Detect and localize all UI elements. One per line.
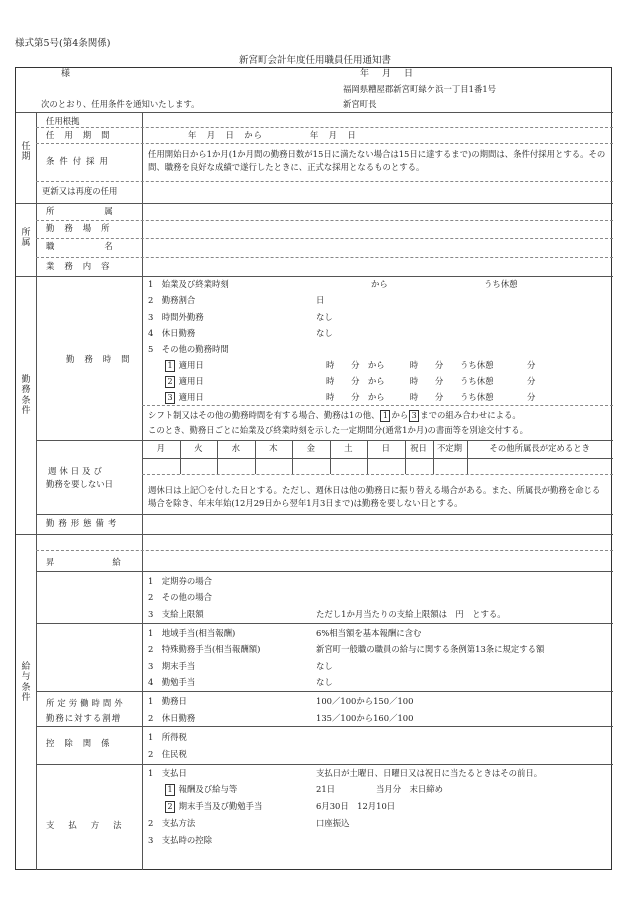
commute-item-1: 1 定期券の場合 bbox=[148, 576, 212, 586]
label-period: 任用期間 bbox=[46, 130, 120, 140]
divider bbox=[36, 726, 613, 727]
form-frame bbox=[15, 67, 612, 870]
deduction-item-2: 2 住民税 bbox=[148, 749, 187, 759]
divider bbox=[36, 440, 613, 441]
period-value: 年 月 日 から 年 月 日 bbox=[188, 130, 357, 140]
holiday-note: 週休日は上記〇を付した日とする。ただし、週休日は他の勤務日に振り替える場合がある。また、所属長が勤務を命じる場合を除き、年末年始(12月29日から翌年1月3日まで)は勤務を要しない日とする。 bbox=[148, 485, 601, 509]
label-promotion: 昇給 bbox=[46, 557, 179, 567]
weekday-cell: 不定期 bbox=[436, 443, 463, 453]
hours-item-2: 2 勤務割合 bbox=[148, 295, 196, 305]
divider bbox=[405, 440, 406, 474]
divider bbox=[16, 112, 613, 113]
section-affiliation: 所属 bbox=[21, 228, 31, 249]
weekday-cell: 日 bbox=[381, 443, 390, 453]
label-overtime-2: 勤務に対する割増 bbox=[46, 713, 121, 723]
payment-row-label: 期末手当及び勤勉手当 bbox=[178, 801, 263, 811]
section-term: 任期 bbox=[21, 142, 31, 163]
label-deductions: 控除関係 bbox=[46, 738, 120, 748]
divider bbox=[367, 440, 368, 474]
overtime-1-value: 100／100から150／100 bbox=[316, 696, 414, 706]
shift-number-box: 3 bbox=[409, 410, 419, 422]
divider bbox=[36, 571, 613, 572]
mayor-title: 新宮町長 bbox=[343, 99, 377, 109]
recipient-honorific: 様 bbox=[61, 69, 71, 79]
apply-day-label: 適用日 bbox=[178, 360, 204, 370]
payment-number-box: 2 bbox=[165, 801, 175, 813]
shift-number-box: 2 bbox=[165, 376, 175, 388]
label-renewal: 更新又は再度の任用 bbox=[42, 186, 118, 196]
shift-row bbox=[164, 376, 204, 388]
divider bbox=[36, 238, 613, 239]
section-salary-conditions: 給与条件 bbox=[21, 662, 31, 704]
deduction-item-1: 1 所得税 bbox=[148, 732, 187, 742]
hours-from: から bbox=[371, 279, 388, 289]
weekday-cell: 火 bbox=[194, 443, 203, 453]
divider bbox=[330, 440, 331, 474]
payment-a-note: 当月分 末日締め bbox=[376, 784, 443, 794]
shift-note-2: このとき、勤務日ごとに始業及び終業時刻を示した一定期間分(通常1か月)の書面等を別途交付する。 bbox=[148, 425, 529, 435]
label-hours: 勤務時間 bbox=[66, 354, 140, 364]
payment-item-3: 3 支払時の控除 bbox=[148, 835, 212, 845]
payment-row bbox=[164, 801, 262, 813]
apply-day-label: 適用日 bbox=[178, 376, 204, 386]
notice-text: 次のとおり、任用条件を通知いたします。 bbox=[41, 99, 200, 109]
label-work: 業務内容 bbox=[46, 261, 120, 271]
form-number: 様式第5号(第4条関係) bbox=[15, 38, 111, 49]
divider bbox=[36, 143, 613, 144]
divider bbox=[255, 440, 256, 474]
shift-row bbox=[164, 392, 204, 404]
section-work-conditions: 勤務条件 bbox=[21, 375, 31, 417]
divider bbox=[180, 440, 181, 474]
weekday-cell: 水 bbox=[231, 443, 240, 453]
weekday-cell: 月 bbox=[156, 443, 165, 453]
overtime-item-1: 1 勤務日 bbox=[148, 696, 187, 706]
allowance-2-value: 新宮町一般職の職員の給与に関する条例第13条に規定する額 bbox=[316, 644, 545, 654]
divider bbox=[142, 112, 143, 870]
allowance-1-value: 6%相当額を基本報酬に含む bbox=[316, 628, 422, 638]
shift-time-slot: 時 分 から 時 分 うち休憩 分 bbox=[326, 392, 536, 402]
divider bbox=[292, 440, 293, 474]
commute-item-2: 2 その他の場合 bbox=[148, 592, 212, 602]
label-basis: 任用根拠 bbox=[46, 116, 80, 126]
mayor-address: 福岡県糟屋郡新宮町緑ケ浜一丁目1番1号 bbox=[343, 84, 497, 94]
allowance-item-1: 1 地域手当(相当報酬) bbox=[148, 628, 236, 638]
weekday-cell: 木 bbox=[269, 443, 278, 453]
divider bbox=[36, 127, 613, 128]
weekday-cell: 金 bbox=[306, 443, 315, 453]
shift-note-1: シフト制又はその他の勤務時間を有する場合、勤務は1の他、 1 から 3 までの組み合わせによる。 bbox=[148, 410, 521, 420]
divider bbox=[142, 458, 613, 459]
hours-item-3: 3 時間外勤務 bbox=[148, 312, 204, 322]
divider bbox=[16, 534, 613, 535]
divider bbox=[433, 440, 434, 474]
shift-number-box: 3 bbox=[165, 392, 175, 404]
label-work-form-note: 勤務形態備考 bbox=[46, 518, 121, 528]
shift-row bbox=[164, 360, 204, 372]
payment-row bbox=[164, 784, 237, 796]
divider bbox=[217, 440, 218, 474]
payment-a-day: 21日 bbox=[316, 784, 336, 794]
label-holidays-1: 週休日及び bbox=[48, 466, 105, 476]
shift-number-box: 1 bbox=[165, 360, 175, 372]
divider bbox=[36, 764, 613, 765]
divider bbox=[36, 181, 613, 182]
holiday-work-value: なし bbox=[316, 328, 333, 338]
document-title: 新宮町会計年度任用職員任用通知書 bbox=[238, 55, 391, 66]
overtime-2-value: 135／100から160／100 bbox=[316, 713, 414, 723]
overtime-item-2: 2 休日勤務 bbox=[148, 713, 196, 723]
divider bbox=[36, 550, 613, 551]
allowance-3-value: なし bbox=[316, 661, 333, 671]
payment-number-box: 1 bbox=[165, 784, 175, 796]
label-conditional: 条件付採用 bbox=[46, 156, 113, 166]
label-payment: 支払方法 bbox=[46, 820, 136, 830]
label-place: 勤務場所 bbox=[46, 223, 120, 233]
hours-item-5: 5 その他の勤務時間 bbox=[148, 344, 229, 354]
payment-method-value: 口座振込 bbox=[316, 818, 350, 828]
divider bbox=[36, 257, 613, 258]
allowance-item-3: 3 期末手当 bbox=[148, 661, 196, 671]
shift-time-slot: 時 分 から 時 分 うち休憩 分 bbox=[326, 360, 536, 370]
divider bbox=[36, 220, 613, 221]
shift-number-box: 1 bbox=[380, 410, 390, 422]
hours-break: うち休憩 bbox=[484, 279, 518, 289]
payment-item-1: 1 支払日 bbox=[148, 768, 187, 778]
weekday-cell: 土 bbox=[344, 443, 353, 453]
divider bbox=[36, 112, 37, 870]
divider bbox=[36, 623, 613, 624]
divider bbox=[36, 514, 613, 515]
label-holidays-2: 勤務を要しない日 bbox=[46, 479, 113, 489]
allowance-item-4: 4 勤勉手当 bbox=[148, 677, 196, 687]
hours-ratio-value: 日 bbox=[316, 295, 325, 305]
commute-item-3: 3 支給上限額 bbox=[148, 609, 204, 619]
hours-item-4: 4 休日勤務 bbox=[148, 328, 196, 338]
divider bbox=[36, 691, 613, 692]
divider bbox=[142, 405, 613, 406]
payment-row-label: 報酬及び給与等 bbox=[178, 784, 238, 794]
weekday-cell: 祝日 bbox=[410, 443, 427, 453]
label-overtime-1: 所定労働時間外 bbox=[46, 698, 126, 708]
weekday-cell: その他所属長が定めるとき bbox=[489, 443, 590, 453]
divider bbox=[467, 440, 468, 474]
divider bbox=[142, 474, 613, 475]
hours-item-1: 1 始業及び終業時刻 bbox=[148, 279, 229, 289]
commute-limit: ただし1か月当たりの支給上限額は 円 とする。 bbox=[316, 609, 506, 619]
payment-item-2: 2 支払方法 bbox=[148, 818, 196, 828]
payment-b-day: 6月30日 12月10日 bbox=[316, 801, 396, 811]
overtime-value: なし bbox=[316, 312, 333, 322]
allowance-4-value: なし bbox=[316, 677, 333, 687]
shift-time-slot: 時 分 から 時 分 うち休憩 分 bbox=[326, 376, 536, 386]
issue-date: 年 月 日 bbox=[360, 69, 416, 79]
payment-day-note: 支払日が土曜日、日曜日又は祝日に当たるときはその前日。 bbox=[316, 768, 543, 778]
allowance-item-2: 2 特殊勤務手当(相当報酬額) bbox=[148, 644, 261, 654]
conditional-text: 任用開始日から1か月(1か月間の勤務日数が15日に満たない場合は15日に達するまで)の期間は、条件付採用とする。その間、職務を良好な成績で遂行したときに、正式な採用となるものとする。 bbox=[148, 149, 606, 172]
divider bbox=[16, 203, 613, 204]
apply-day-label: 適用日 bbox=[178, 392, 204, 402]
label-position: 職名 bbox=[46, 241, 163, 251]
divider bbox=[16, 276, 613, 277]
label-dept: 所属 bbox=[46, 206, 163, 216]
